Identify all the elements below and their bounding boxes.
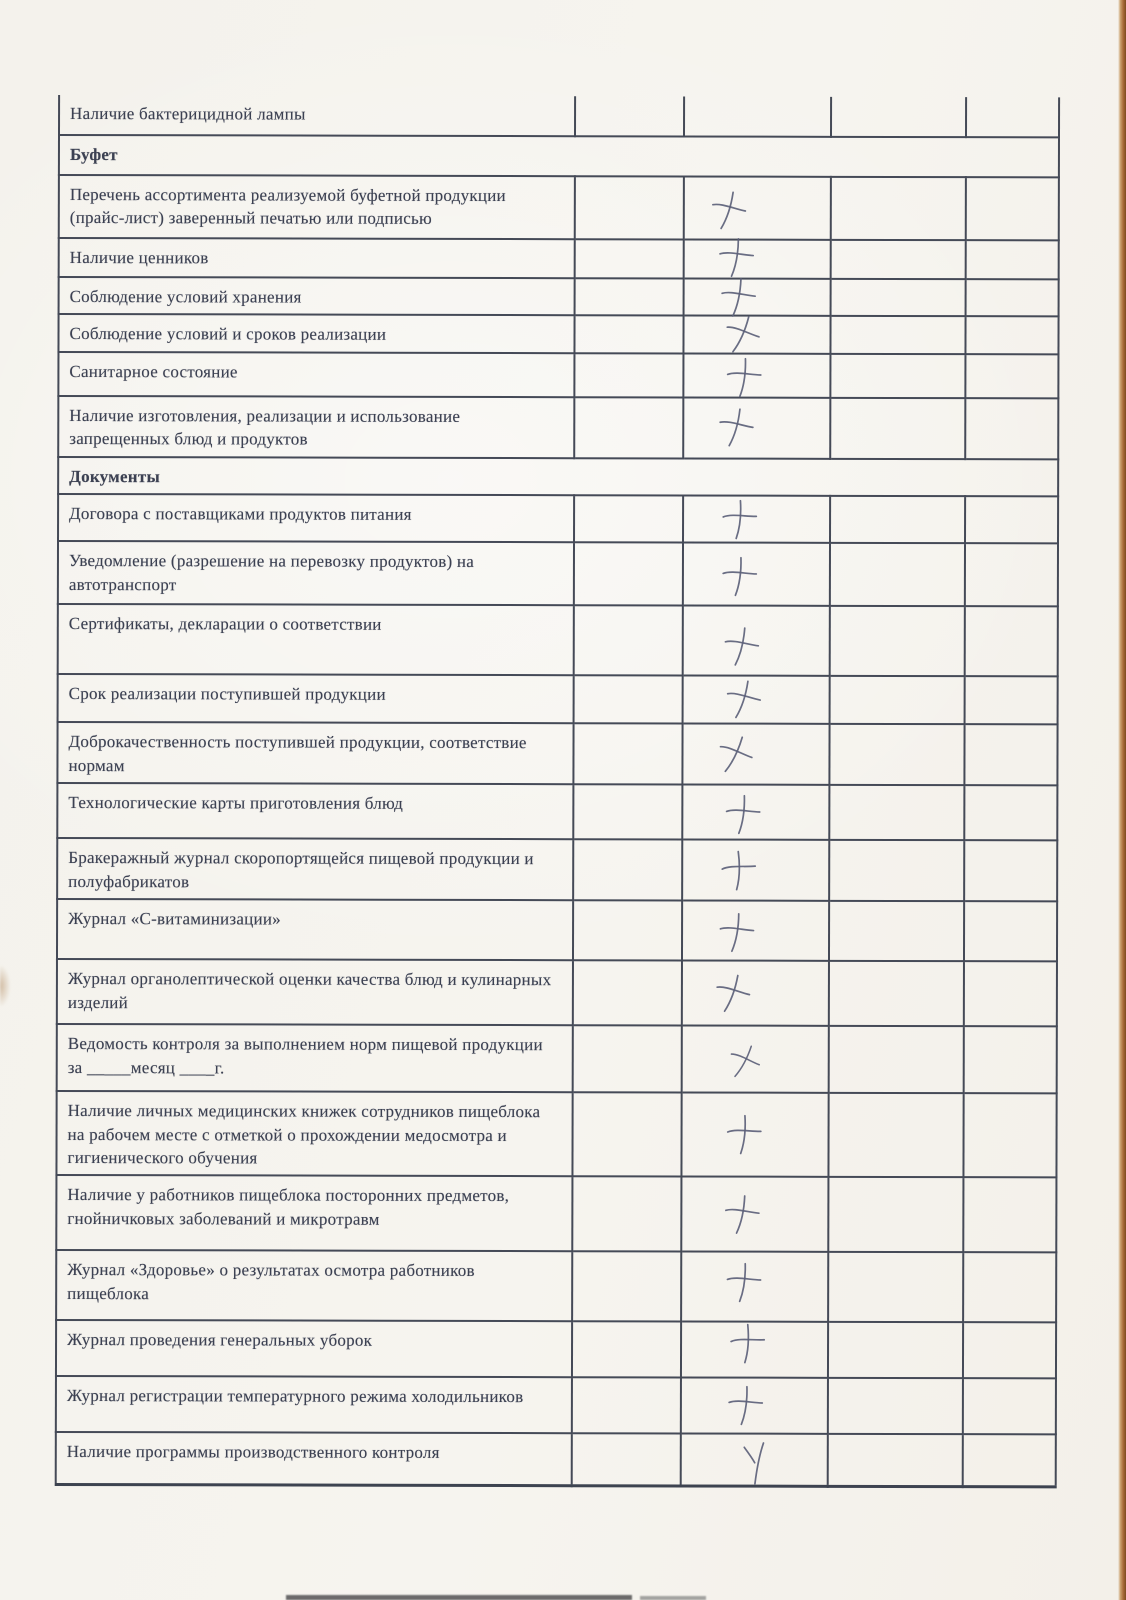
mark-cell	[683, 676, 830, 724]
row-label: Журнал «С-витаминизации»	[68, 909, 281, 929]
item-label-cell	[58, 674, 574, 723]
mark-cell	[683, 606, 830, 676]
item-label-cell	[59, 277, 575, 316]
empty-cell	[965, 606, 1058, 676]
row-label: Бракеражный журнал скоропортящейся пищевой продукции и полуфабрикатов	[68, 848, 534, 891]
table-row	[57, 899, 1057, 961]
handwritten-check-mark	[683, 725, 828, 784]
row-label: Наличие у работников пищеблока посторонних предметов, гнойничковых заболеваний и микротравм	[67, 1185, 510, 1229]
section-row	[58, 457, 1058, 497]
item-label-cell	[57, 838, 573, 900]
empty-cell	[963, 1435, 1056, 1487]
empty-cell	[964, 901, 1057, 961]
table-row	[57, 959, 1057, 1026]
section-label: Буфет	[69, 144, 118, 165]
empty-cell	[828, 1177, 963, 1252]
scan-edge-right	[1118, 0, 1126, 1600]
table-row	[59, 175, 1059, 240]
handwritten-check-mark	[683, 786, 828, 839]
table-row	[59, 95, 1059, 137]
table-row	[59, 277, 1059, 317]
row-label: Наличие изготовления, реализации и использование запрещенных блюд и продуктов	[69, 405, 461, 449]
empty-cell	[572, 1322, 681, 1378]
empty-cell	[574, 397, 683, 458]
empty-cell	[965, 398, 1058, 459]
empty-cell	[830, 496, 965, 543]
empty-cell	[964, 961, 1057, 1026]
empty-cell	[829, 901, 964, 961]
table-row	[58, 541, 1058, 606]
mark-cell	[684, 176, 831, 239]
mark-cell	[683, 353, 830, 397]
empty-cell	[963, 1379, 1056, 1435]
item-label-cell	[58, 396, 574, 458]
mark-cell	[682, 724, 829, 785]
item-label-cell	[58, 314, 574, 353]
handwritten-check-mark	[683, 902, 828, 960]
item-label-cell	[59, 175, 575, 239]
empty-cell	[830, 398, 965, 459]
item-label-cell	[59, 95, 575, 136]
item-label-cell	[57, 1024, 573, 1092]
empty-cell	[828, 1434, 963, 1486]
section-label: Документы	[69, 466, 161, 487]
row-label: Срок реализации поступившей продукции	[68, 684, 386, 705]
handwritten-check-mark	[684, 607, 829, 675]
mark-cell	[681, 1322, 828, 1378]
empty-cell	[830, 316, 965, 354]
mark-cell	[681, 1252, 828, 1322]
empty-cell	[831, 177, 966, 240]
empty-cell	[574, 605, 683, 675]
row-label: Соблюдение условий хранения	[69, 286, 302, 307]
row-label: Сертификаты, декларации о соответствии	[68, 614, 382, 635]
empty-cell	[965, 543, 1058, 606]
empty-cell	[830, 676, 965, 724]
item-label-cell	[56, 1250, 572, 1321]
empty-cell	[966, 177, 1059, 240]
mark-cell	[681, 1378, 828, 1434]
empty-cell	[573, 723, 682, 784]
empty-cell	[963, 1178, 1056, 1253]
handwritten-check-mark	[685, 177, 830, 238]
mark-cell	[682, 1026, 829, 1093]
checklist-body	[56, 95, 1059, 1487]
table-row	[56, 1376, 1056, 1434]
item-label-cell	[58, 352, 574, 397]
handwritten-check-mark	[682, 1323, 827, 1377]
empty-cell	[572, 1378, 681, 1434]
item-label-cell	[56, 1175, 572, 1251]
empty-cell	[963, 1323, 1056, 1379]
handwritten-check-mark	[684, 398, 829, 457]
empty-cell	[572, 1092, 681, 1177]
table-row	[57, 1024, 1057, 1093]
item-label-cell	[57, 899, 573, 960]
empty-cell	[684, 96, 831, 136]
table-row	[58, 352, 1058, 398]
table-row	[57, 783, 1057, 840]
item-label-cell	[57, 722, 573, 784]
empty-cell	[831, 279, 966, 317]
item-label-cell	[59, 238, 575, 278]
table-row	[58, 396, 1058, 459]
mark-cell	[682, 840, 829, 901]
handwritten-check-mark	[685, 279, 830, 315]
table-row	[58, 674, 1058, 724]
empty-cell	[574, 495, 683, 542]
empty-cell	[831, 97, 966, 137]
handwritten-check-mark	[683, 841, 828, 900]
item-label-cell	[57, 959, 573, 1025]
handwritten-check-mark	[684, 677, 829, 723]
empty-cell	[830, 543, 965, 606]
handwritten-check-mark	[682, 1253, 827, 1321]
table-row	[58, 314, 1058, 354]
handwritten-check-mark	[682, 1435, 827, 1485]
handwritten-check-mark	[682, 1379, 827, 1433]
table-row	[56, 1175, 1056, 1252]
empty-cell	[829, 840, 964, 901]
empty-cell	[574, 542, 683, 605]
item-label-cell	[57, 783, 573, 839]
table-row	[56, 1320, 1056, 1378]
table-row	[57, 838, 1057, 901]
row-label: Перечень ассортимента реализуемой буфетной продукции (прайс-лист) заверенный печатью или подписью	[69, 184, 506, 229]
handwritten-check-mark	[682, 1178, 827, 1251]
item-label-cell	[58, 604, 574, 675]
empty-cell	[829, 961, 964, 1026]
table-row	[59, 238, 1059, 279]
empty-cell	[963, 1093, 1056, 1178]
mark-cell	[683, 496, 830, 543]
row-label: Уведомление (разрешение на перевозку продуктов) на автотранспорт	[68, 551, 475, 594]
item-label-cell	[56, 1432, 572, 1485]
empty-cell	[966, 279, 1059, 317]
handwritten-check-mark	[683, 1027, 828, 1092]
mark-cell	[684, 278, 831, 316]
scan-smudge-left	[0, 966, 10, 1006]
empty-cell	[575, 96, 684, 136]
empty-cell	[830, 606, 965, 676]
scan-bottom-shadow	[640, 1596, 706, 1600]
empty-cell	[572, 1252, 681, 1322]
mark-cell	[683, 397, 830, 458]
empty-cell	[573, 784, 682, 839]
empty-cell	[965, 317, 1058, 355]
section-row	[59, 135, 1059, 177]
handwritten-check-mark	[683, 962, 828, 1025]
scan-bottom-shadow	[286, 1595, 632, 1600]
table-row	[56, 1432, 1056, 1486]
table-row	[58, 604, 1058, 676]
checklist-table	[55, 95, 1060, 1488]
handwritten-check-mark	[684, 317, 829, 353]
empty-cell	[830, 354, 965, 398]
empty-cell	[828, 1252, 963, 1322]
empty-cell	[965, 354, 1058, 398]
row-label: Доброкачественность поступившей продукции, соответствие нормам	[68, 732, 527, 775]
empty-cell	[574, 353, 683, 397]
row-label: Ведомость контроля за выполнением норм пищевой продукции за _____месяц ____г.	[67, 1034, 543, 1077]
table-row	[56, 1250, 1056, 1322]
empty-cell	[573, 960, 682, 1025]
empty-cell	[575, 239, 684, 278]
empty-cell	[964, 1026, 1057, 1093]
row-label: Наличие бактерицидной лампы	[70, 103, 306, 124]
empty-cell	[965, 496, 1058, 543]
mark-cell	[682, 961, 829, 1026]
empty-cell	[829, 1026, 964, 1093]
empty-cell	[964, 840, 1057, 901]
empty-cell	[574, 675, 683, 723]
row-label: Наличие личных медицинских книжек сотрудников пищеблока на рабочем месте с отметкой о прохождении медосмотра и гигиенического обучения	[67, 1101, 541, 1168]
mark-cell	[683, 543, 830, 606]
empty-cell	[828, 1093, 963, 1178]
mark-cell	[682, 901, 829, 961]
empty-cell	[831, 240, 966, 279]
empty-cell	[572, 1434, 681, 1486]
item-label-cell	[58, 541, 574, 605]
table-row	[58, 494, 1058, 543]
empty-cell	[964, 785, 1057, 840]
row-label: Журнал «Здоровье» о результатах осмотра работников пищеблока	[67, 1260, 475, 1304]
handwritten-check-mark	[684, 544, 829, 605]
mark-cell	[682, 785, 829, 840]
handwritten-check-mark	[684, 497, 829, 542]
empty-cell	[965, 676, 1058, 724]
row-label: Соблюдение условий и сроков реализации	[69, 324, 387, 345]
table-row	[56, 1091, 1056, 1178]
row-label: Договора с поставщиками продуктов питания	[69, 504, 412, 525]
empty-cell	[963, 1253, 1056, 1323]
row-label: Журнал проведения генеральных уборок	[67, 1330, 373, 1351]
empty-cell	[573, 900, 682, 960]
handwritten-check-mark	[682, 1094, 827, 1177]
item-label-cell	[56, 1091, 572, 1177]
empty-cell	[966, 240, 1059, 279]
row-label: Наличие ценников	[69, 247, 209, 268]
mark-cell	[681, 1177, 828, 1252]
empty-cell	[966, 97, 1059, 137]
row-label: Санитарное состояние	[69, 361, 238, 382]
empty-cell	[964, 724, 1057, 785]
mark-cell	[684, 239, 831, 278]
empty-cell	[829, 724, 964, 785]
empty-cell	[573, 1025, 682, 1092]
item-label-cell	[56, 1376, 572, 1433]
row-label: Журнал регистрации температурного режима холодильников	[66, 1386, 524, 1407]
table-row	[57, 722, 1057, 785]
item-label-cell	[56, 1320, 572, 1377]
empty-cell	[575, 176, 684, 239]
handwritten-check-mark	[685, 240, 830, 277]
empty-cell	[575, 278, 684, 316]
mark-cell	[683, 316, 830, 354]
empty-cell	[829, 785, 964, 840]
section-header-cell	[58, 457, 1058, 497]
item-label-cell	[58, 494, 574, 542]
row-label: Технологические карты приготовления блюд	[68, 793, 404, 813]
section-header-cell	[59, 135, 1059, 177]
empty-cell	[574, 316, 683, 354]
empty-cell	[573, 839, 682, 900]
row-label: Наличие программы производственного контроля	[66, 1442, 440, 1463]
empty-cell	[572, 1177, 681, 1252]
empty-cell	[828, 1322, 963, 1378]
handwritten-check-mark	[684, 354, 829, 396]
mark-cell	[681, 1093, 828, 1178]
mark-cell	[681, 1434, 828, 1486]
empty-cell	[828, 1378, 963, 1434]
row-label: Журнал органолептической оценки качества блюд и кулинарных изделий	[67, 969, 552, 1012]
